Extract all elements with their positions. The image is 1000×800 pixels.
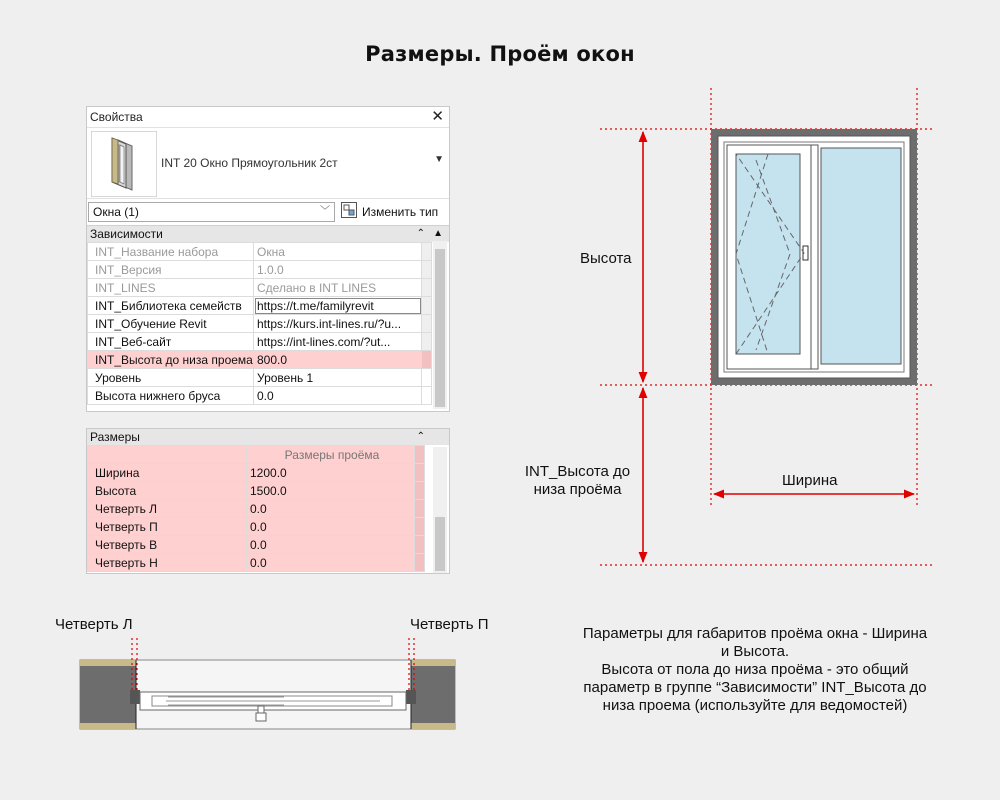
collapse-icon[interactable]: ⌃ bbox=[416, 431, 425, 442]
type-name: INT 20 Окно Прямоугольник 2ст bbox=[161, 156, 338, 170]
param-name: INT_Библиотека семейств bbox=[88, 297, 254, 315]
dimensions-group-title: Размеры bbox=[90, 430, 140, 444]
param-value: 1.0.0 bbox=[254, 261, 422, 279]
param-value-input[interactable]: 0.0 bbox=[247, 536, 415, 554]
param-name: INT_Название набора bbox=[88, 243, 254, 261]
param-value-input[interactable]: 0.0 bbox=[247, 500, 415, 518]
width-label: Ширина bbox=[782, 472, 838, 489]
sill-height-label bbox=[520, 463, 635, 499]
param-value: Сделано в INT LINES bbox=[254, 279, 422, 297]
param-value-input[interactable]: 1200.0 bbox=[247, 464, 415, 482]
note-line: низа проема (используйте для ведомостей) bbox=[602, 697, 908, 714]
param-value-input[interactable]: https://int-lines.com/?ut... bbox=[254, 333, 422, 351]
window-drawing bbox=[711, 129, 917, 385]
param-value-input[interactable]: 0.0 bbox=[247, 518, 415, 536]
edit-type-label: Изменить тип bbox=[362, 205, 439, 219]
param-value-input[interactable]: Уровень 1 bbox=[254, 369, 422, 387]
sill-height-label-line2: низа проёма bbox=[533, 481, 622, 498]
param-name: INT_Версия bbox=[88, 261, 254, 279]
param-name: Высота нижнего бруса bbox=[88, 387, 254, 405]
param-value-input[interactable]: https://t.me/familyrevit bbox=[254, 297, 422, 315]
dimensions-subheader: Размеры проёма bbox=[247, 446, 415, 464]
param-value-input[interactable]: 0.0 bbox=[254, 387, 422, 405]
quarter-left-label: Четверть Л bbox=[55, 616, 133, 633]
category-selector-value: Окна (1) bbox=[93, 205, 139, 219]
sill-height-label-line1: INT_Высота до bbox=[524, 463, 631, 480]
param-name: INT_Высота до низа проема bbox=[88, 351, 254, 369]
param-name: Четверть Л bbox=[88, 500, 247, 518]
param-name: Ширина bbox=[88, 464, 247, 482]
param-name: INT_Веб-сайт bbox=[88, 333, 254, 351]
chevron-down-icon: ﹀ bbox=[320, 206, 330, 217]
param-value: Окна bbox=[254, 243, 422, 261]
height-label: Высота bbox=[580, 250, 632, 267]
param-name: Высота bbox=[88, 482, 247, 500]
type-dropdown-icon[interactable]: ▼ bbox=[434, 154, 444, 165]
note-line: Высота от пола до низа проёма - это общий bbox=[601, 661, 909, 678]
param-name: Уровень bbox=[88, 369, 254, 387]
param-value-input[interactable]: 800.0 bbox=[254, 351, 422, 369]
explanatory-note bbox=[560, 625, 950, 715]
note-line: параметр в группе “Зависимости” INT_Высота до bbox=[583, 679, 927, 696]
param-name: INT_Обучение Revit bbox=[88, 315, 254, 333]
param-name: INT_LINES bbox=[88, 279, 254, 297]
param-value-input[interactable]: 1500.0 bbox=[247, 482, 415, 500]
collapse-icon[interactable]: ⌃ bbox=[416, 228, 425, 239]
param-value-input[interactable]: 0.0 bbox=[247, 554, 415, 572]
quarter-right-label: Четверть П bbox=[410, 616, 489, 633]
param-name: Четверть П bbox=[88, 518, 247, 536]
close-icon[interactable]: ✕ bbox=[431, 108, 444, 125]
param-name: Четверть Н bbox=[88, 554, 247, 572]
param-name: Четверть В bbox=[88, 536, 247, 554]
page-title: Размеры. Проём окон bbox=[365, 42, 635, 66]
scroll-up-icon[interactable]: ▲ bbox=[433, 228, 443, 239]
constraints-group-title: Зависимости bbox=[90, 227, 163, 241]
note-line: и Высота. bbox=[720, 643, 790, 660]
properties-title: Свойства bbox=[90, 110, 143, 124]
note-line: Параметры для габаритов проёма окна - Ширина bbox=[582, 625, 928, 642]
param-value-input[interactable]: https://kurs.int-lines.ru/?u... bbox=[254, 315, 422, 333]
